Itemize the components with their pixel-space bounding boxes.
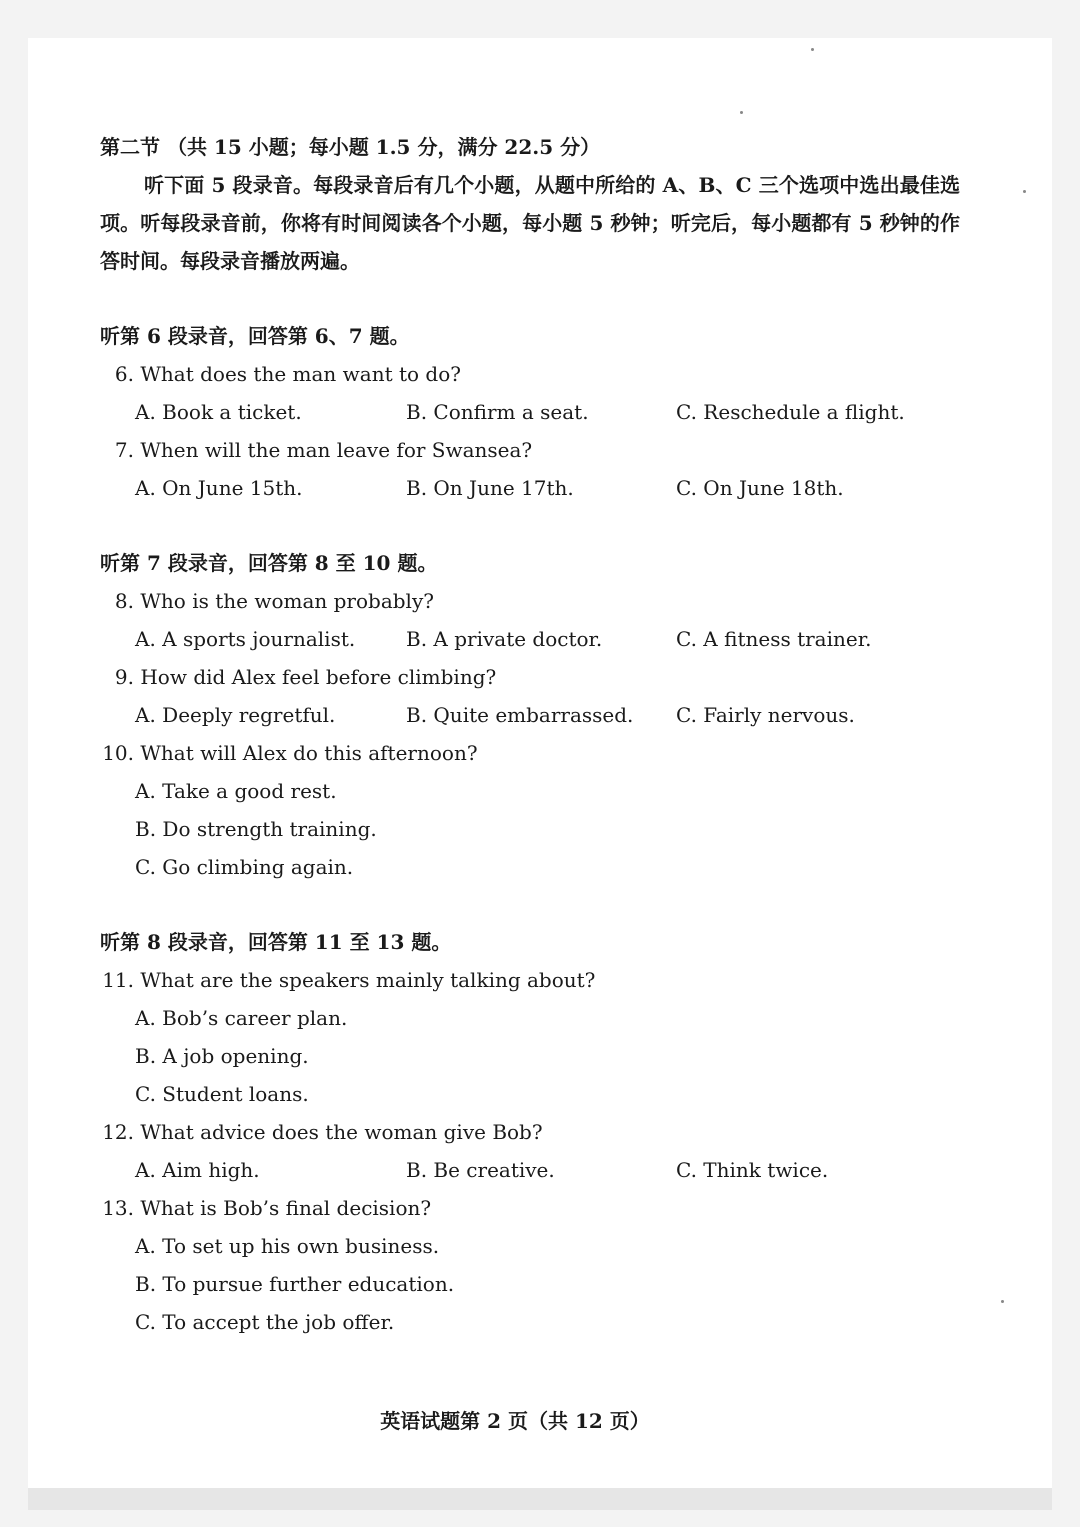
- scan-speck: [1001, 1300, 1004, 1303]
- group-title: 听第 8 段录音，回答第 11 至 13 题。: [100, 930, 452, 954]
- option-a: A. On June 15th.: [135, 476, 303, 500]
- question-text: When will the man leave for Swansea?: [140, 438, 533, 462]
- option-a: A. Bob’s career plan.: [135, 1006, 348, 1030]
- question-text: What advice does the woman give Bob?: [140, 1120, 543, 1144]
- option-c: C. Think twice.: [676, 1158, 829, 1182]
- question-number: 6.: [114, 362, 134, 386]
- question-number: 9.: [114, 665, 134, 689]
- question-text: What does the man want to do?: [140, 362, 461, 386]
- question-text: What will Alex do this afternoon?: [140, 741, 478, 765]
- question-text: How did Alex feel before climbing?: [140, 665, 497, 689]
- option-c: C. Student loans.: [135, 1082, 309, 1106]
- listening-section: [100, 128, 960, 1341]
- question-number: 11.: [102, 968, 134, 992]
- option-a: A. Take a good rest.: [135, 779, 337, 803]
- question-stem: [100, 734, 960, 772]
- question-stem: [100, 1189, 960, 1227]
- group-title: 听第 7 段录音，回答第 8 至 10 题。: [100, 551, 438, 575]
- option-c: C. Go climbing again.: [135, 855, 354, 879]
- question-7: [100, 431, 960, 507]
- option-c: C. To accept the job offer.: [135, 1310, 395, 1334]
- question-stem: [100, 431, 960, 469]
- question-number: 8.: [114, 589, 134, 613]
- option-c: C. Reschedule a flight.: [676, 400, 905, 424]
- question-text: What is Bob’s final decision?: [140, 1196, 432, 1220]
- option-a: A. Aim high.: [135, 1158, 260, 1182]
- question-12: [100, 1113, 960, 1189]
- option-b: B. Do strength training.: [135, 817, 377, 841]
- option-a: A. A sports journalist.: [135, 627, 356, 651]
- option-b: B. On June 17th.: [406, 476, 574, 500]
- option-a: A. To set up his own business.: [135, 1234, 440, 1258]
- option-a: A. Deeply regretful.: [135, 703, 336, 727]
- question-stem: [100, 658, 960, 696]
- option-b: B. Be creative.: [406, 1158, 555, 1182]
- option-a: A. Book a ticket.: [135, 400, 302, 424]
- options-row: [100, 469, 960, 507]
- scan-speck: [1023, 190, 1026, 193]
- option-c: C. A fitness trainer.: [676, 627, 872, 651]
- question-11: [100, 961, 960, 1113]
- option-b: B. Confirm a seat.: [406, 400, 589, 424]
- options-row: [100, 1151, 960, 1189]
- question-8: [100, 582, 960, 658]
- options-row: [100, 393, 960, 431]
- question-group-8-10: [100, 544, 960, 886]
- group-title: 听第 6 段录音，回答第 6、7 题。: [100, 324, 410, 348]
- question-stem: [100, 355, 960, 393]
- option-b: B. A private doctor.: [406, 627, 603, 651]
- question-6: [100, 355, 960, 431]
- question-stem: [100, 582, 960, 620]
- scan-speck: [811, 48, 814, 51]
- question-9: [100, 658, 960, 734]
- question-number: 12.: [102, 1120, 134, 1144]
- option-b: B. Quite embarrassed.: [406, 703, 634, 727]
- options-row: [100, 620, 960, 658]
- option-b: B. A job opening.: [135, 1044, 309, 1068]
- section-header: 第二节 （共 15 小题；每小题 1.5 分，满分 22.5 分）: [100, 135, 601, 159]
- question-number: 10.: [102, 741, 134, 765]
- scan-speck: [740, 111, 743, 114]
- scan-edge: [28, 1488, 1052, 1510]
- section-instructions: 听下面 5 段录音。每段录音后有几个小题，从题中所给的 A、B、C 三个选项中选出最佳选项。听每段录音前，你将有时间阅读各个小题，每小题 5 秒钟；听完后，每小题都有 5 秒钟的作答时间。每段录音播放两遍。: [100, 173, 960, 273]
- option-c: C. Fairly nervous.: [676, 703, 855, 727]
- options-row: [100, 696, 960, 734]
- question-text: Who is the woman probably?: [140, 589, 434, 613]
- question-text: What are the speakers mainly talking about?: [140, 968, 596, 992]
- option-b: B. To pursue further education.: [135, 1272, 455, 1296]
- question-number: 7.: [114, 438, 134, 462]
- question-group-6-7: [100, 317, 960, 507]
- page-footer: 英语试题第 2 页（共 12 页）: [380, 1409, 650, 1433]
- question-stem: [100, 961, 960, 999]
- option-c: C. On June 18th.: [676, 476, 844, 500]
- question-13: [100, 1189, 960, 1341]
- question-10: [100, 734, 960, 886]
- question-group-11-13: [100, 923, 960, 1341]
- question-number: 13.: [102, 1196, 134, 1220]
- question-stem: [100, 1113, 960, 1151]
